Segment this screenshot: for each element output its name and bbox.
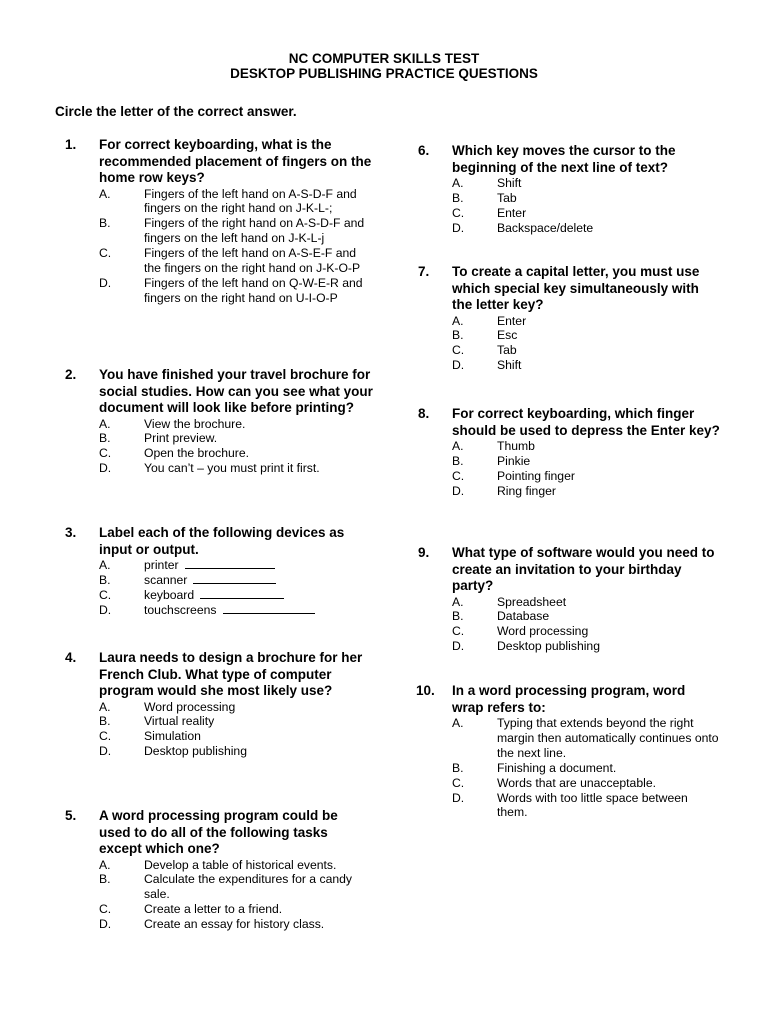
option-d[interactable] [99,603,373,618]
option-text: Enter [497,205,527,220]
question-text: Which key moves the cursor to the beginning of the next line of text? [452,143,676,175]
option-a[interactable] [452,439,720,454]
option-d[interactable] [99,917,373,932]
option-a[interactable] [99,858,373,873]
answer-blank[interactable] [223,603,315,614]
option-b[interactable] [99,714,373,729]
option-letter: D. [452,639,465,654]
option-a[interactable] [99,558,373,573]
option-letter: D. [99,602,112,617]
option-text: Create an essay for history class. [144,917,325,932]
question-10 [408,683,720,820]
option-letter: D. [99,461,112,476]
answer-options [99,187,373,306]
option-text: Open the brochure. [144,446,250,461]
option-text: Create a letter to a friend. [144,902,283,917]
option-letter: B. [99,872,111,887]
option-letter: B. [452,760,464,775]
option-text: Fingers of the left hand on A-S-D-F and fingers on the right hand on J-K-L-; [144,186,357,216]
answer-options [452,314,720,374]
option-text: Words that are unacceptable. [497,775,656,790]
option-letter: C. [99,902,112,917]
option-c[interactable] [452,469,720,484]
option-d[interactable] [452,221,720,236]
option-text: Pointing finger [497,468,575,483]
option-letter: A. [452,716,464,730]
question-9 [408,545,720,654]
option-text: keyboard [144,587,195,602]
option-letter: B. [99,714,111,729]
option-letter: D. [452,483,465,498]
option-text: Thumb [497,439,535,453]
option-c[interactable] [452,776,720,791]
question-number: 9. [418,545,430,560]
question-text: What type of software would you need to create an invitation to your birthday party? [452,545,715,593]
option-b[interactable] [452,454,720,469]
option-b[interactable] [99,573,373,588]
option-b[interactable] [452,328,720,343]
option-text: Shift [497,176,522,190]
option-letter: A. [452,313,464,328]
option-text: Desktop publishing [497,639,600,654]
question-number: 1. [65,137,77,152]
question-number: 6. [418,143,430,158]
option-letter: C. [99,729,112,744]
option-c[interactable] [99,446,373,461]
option-d[interactable] [99,461,373,476]
option-c[interactable] [99,246,373,276]
answer-options [99,858,373,933]
option-d[interactable] [452,791,720,821]
option-letter: B. [452,453,464,468]
answer-blank[interactable] [185,558,275,569]
option-text: Esc [497,328,518,343]
option-letter: D. [452,790,465,805]
question-3 [55,525,373,618]
question-number: 8. [418,406,430,421]
option-d[interactable] [452,358,720,373]
option-a[interactable] [452,176,720,191]
option-a[interactable] [99,187,373,217]
option-a[interactable] [99,700,373,715]
option-letter: C. [452,343,465,358]
option-text: Ring finger [497,483,556,498]
worksheet-subtitle: DESKTOP PUBLISHING PRACTICE QUESTIONS [230,66,538,81]
option-letter: A. [452,176,464,190]
option-text: Fingers of the right hand on A-S-D-F and fingers on the left hand on J-K-L-j [144,216,365,246]
answer-options [452,439,720,499]
option-letter: D. [452,358,465,373]
option-text: Typing that extends beyond the right margin then automatically continues onto the next line. [497,716,719,760]
option-letter: A. [452,594,464,609]
option-text: Backspace/delete [497,220,594,235]
option-a[interactable] [452,595,720,610]
option-letter: D. [99,917,112,932]
instructions: Circle the letter of the correct answer. [55,104,297,119]
option-text: Calculate the expenditures for a candy sale. [144,872,352,902]
option-b[interactable] [452,191,720,206]
option-letter: C. [99,446,112,461]
option-text: touchscreens [144,602,217,617]
question-text: You have finished your travel brochure for social studies. How can you see what your document will look like before printing? [99,367,373,415]
question-number: 5. [65,808,77,823]
question-1 [55,137,373,306]
option-a[interactable] [452,314,720,329]
question-text: In a word processing program, word wrap refers to: [452,683,686,715]
option-text: Words with too little space between them. [497,790,688,820]
question-7 [408,264,720,373]
question-2 [55,367,373,476]
question-text: To create a capital letter, you must use which special key simultaneously with the letter key? [452,264,700,312]
option-letter: B. [452,328,464,343]
question-8 [408,406,720,499]
option-text: printer [144,558,179,572]
option-d[interactable] [452,639,720,654]
option-text: Virtual reality [144,714,215,729]
option-c[interactable] [99,902,373,917]
option-a[interactable] [452,716,720,761]
option-d[interactable] [99,276,373,306]
option-letter: C. [452,468,465,483]
question-6 [408,143,720,236]
option-letter: C. [452,205,465,220]
question-4 [55,650,373,759]
option-letter: A. [99,699,111,714]
question-text: Laura needs to design a brochure for her French Club. What type of computer program would she most likely use? [99,650,363,698]
option-letter: C. [99,587,112,602]
answer-options [452,716,720,820]
option-c[interactable] [99,729,373,744]
option-letter: C. [452,624,465,639]
option-text: Database [497,609,550,624]
question-5 [55,808,373,932]
option-text: Finishing a document. [497,760,617,775]
option-text: Pinkie [497,453,531,468]
option-text: scanner [144,572,188,587]
option-d[interactable] [452,484,720,499]
option-d[interactable] [99,744,373,759]
option-b[interactable] [452,609,720,624]
question-text: For correct keyboarding, which finger should be used to depress the Enter key? [452,406,720,438]
question-number: 7. [418,264,430,279]
question-number: 3. [65,525,77,540]
answer-options [99,558,373,618]
option-b[interactable] [99,872,373,902]
option-text: Shift [497,358,522,373]
option-text: Word processing [144,699,236,714]
option-letter: A. [452,439,464,453]
option-letter: D. [452,220,465,235]
option-letter: B. [452,609,464,624]
option-c[interactable] [452,206,720,221]
answer-options [99,700,373,760]
option-text: Print preview. [144,431,218,446]
option-text: Fingers of the left hand on A-S-E-F and the fingers on the right hand on J-K-O-P [144,246,361,276]
option-text: Enter [497,313,527,328]
answer-blank[interactable] [200,588,284,599]
option-text: Develop a table of historical events. [144,857,337,872]
option-b[interactable] [99,431,373,446]
question-text: A word processing program could be used to do all of the following tasks except which one? [99,808,338,856]
option-text: Desktop publishing [144,744,247,759]
question-text: Label each of the following devices as input or output. [99,525,345,557]
option-letter: A. [99,186,111,201]
option-text: You can’t – you must print it first. [144,461,320,476]
answer-options [452,595,720,655]
option-letter: B. [452,190,464,205]
option-c[interactable] [99,588,373,603]
question-text: For correct keyboarding, what is the recommended placement of fingers on the home row keys? [99,137,372,185]
option-text: Fingers of the left hand on Q-W-E-R and fingers on the right hand on U-I-O-P [144,275,363,305]
option-b[interactable] [99,216,373,246]
option-letter: C. [99,246,112,261]
option-text: View the brochure. [144,416,246,431]
answer-options [99,417,373,477]
option-text: Word processing [497,624,589,639]
option-letter: B. [99,216,111,231]
option-text: Spreadsheet [497,594,567,609]
option-text: Simulation [144,729,201,744]
option-b[interactable] [452,761,720,776]
option-text: Tab [497,190,517,205]
answer-blank[interactable] [193,573,276,584]
option-letter: A. [99,558,111,572]
option-c[interactable] [452,624,720,639]
question-number: 10. [416,683,435,698]
option-letter: C. [452,775,465,790]
option-letter: B. [99,572,111,587]
option-letter: A. [99,416,111,431]
option-letter: D. [99,275,112,290]
option-c[interactable] [452,343,720,358]
answer-options [452,176,720,236]
worksheet-title: NC COMPUTER SKILLS TEST [288,51,480,66]
option-letter: B. [99,431,111,446]
option-a[interactable] [99,417,373,432]
option-letter: D. [99,744,112,759]
question-number: 4. [65,650,77,665]
question-number: 2. [65,367,77,382]
option-text: Tab [497,343,517,358]
option-letter: A. [99,857,111,872]
